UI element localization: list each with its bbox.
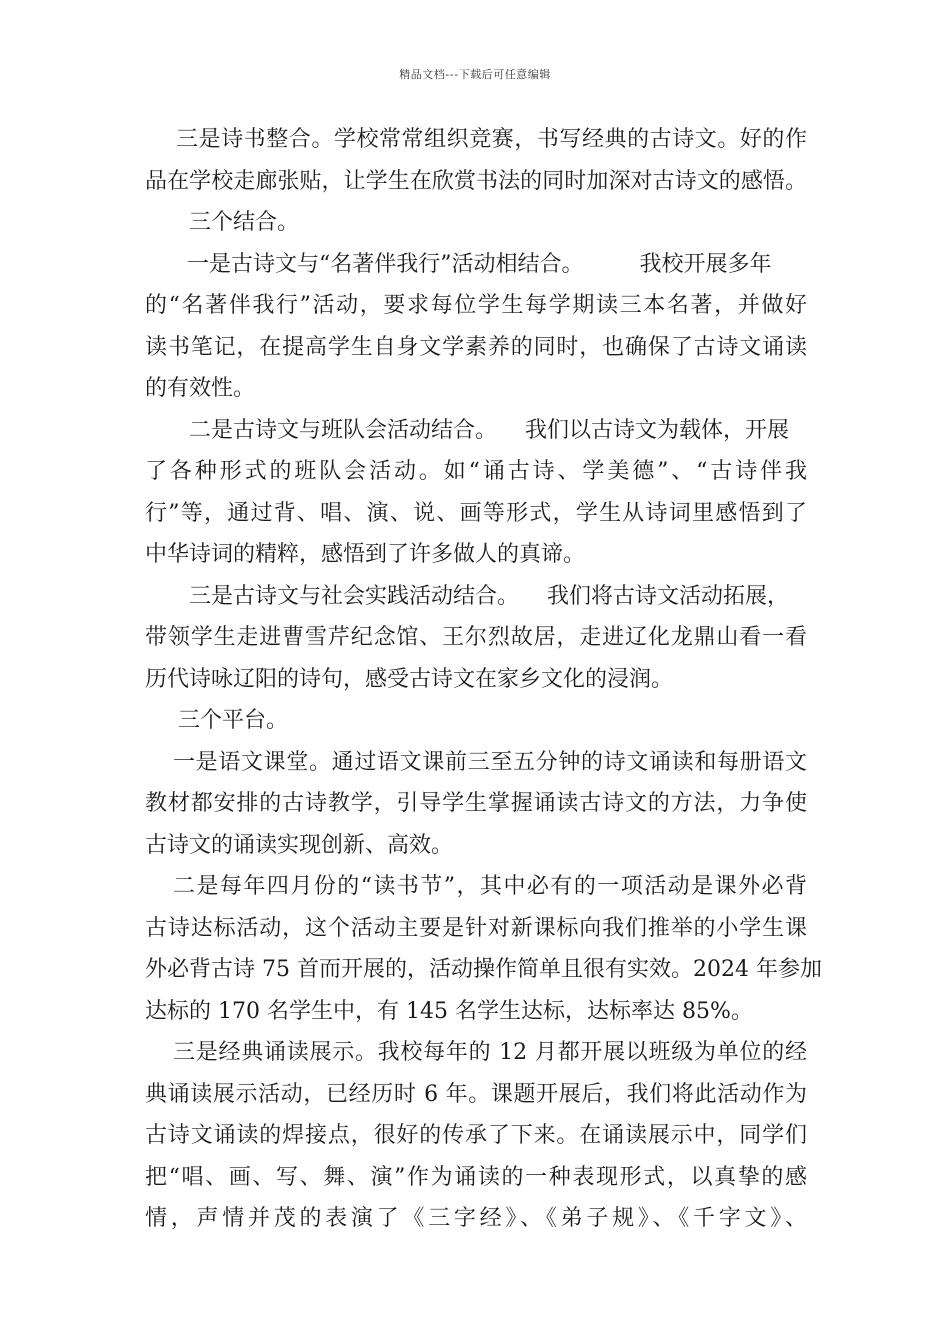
paragraph-line: 典诵读展示活动，已经历时 6 年。课题开展后，我们将此活动作为 [145, 1081, 807, 1107]
paragraph-line: 了各种形式的班队会活动。如“诵古诗、学美德”、“古诗伴我 [145, 459, 807, 484]
paragraph-line: 古诗达标活动，这个活动主要是针对新课标向我们推举的小学生课 [145, 915, 807, 941]
paragraph-line: 的有效性。 [145, 376, 256, 401]
paragraph-line: 读书笔记，在提高学生自身文学素养的同时，也确保了古诗文诵读 [145, 334, 807, 360]
paragraph-line: 行”等，通过背、唱、演、说、画等形式，学生从诗词里感悟到了 [145, 500, 807, 526]
paragraph-text: 我们将古诗文活动拓展， [547, 583, 790, 609]
page-header: 精品文档---下载后可任意编辑 [399, 68, 551, 81]
paragraph-line: 品在学校走廊张贴，让学生在欣赏书法的同时加深对古诗文的感悟。 [145, 168, 807, 194]
subheading-text: 三是古诗文与社会实践活动结合。 [189, 583, 520, 609]
paragraph-line [145, 576, 807, 618]
paragraph-line: 三是诗书整合。学校常常组织竞赛，书写经典的古诗文。好的作 [176, 127, 807, 152]
paragraph-line: 中华诗词的精粹，感悟到了许多做人的真谛。 [145, 542, 586, 567]
paragraph-line: 古诗文诵读的焊接点，很好的传承了下来。在诵读展示中，同学们 [145, 1123, 807, 1148]
paragraph-line [145, 244, 807, 286]
paragraph-line [145, 410, 807, 452]
paragraph-line: 达标的 170 名学生中，有 145 名学生达标，达标率达 85%。 [145, 998, 753, 1024]
paragraph-line: 历代诗咏辽阳的诗句，感受古诗文在家乡文化的浸润。 [145, 666, 674, 692]
paragraph-line: 三是经典诵读展示。我校每年的 12 月都开展以班级为单位的经 [173, 1040, 807, 1065]
subheading-text: 一是古诗文与“名著伴我行”活动相结合。 [187, 251, 584, 277]
paragraph-line: 教材都安排的古诗教学，引导学生掌握诵读古诗文的方法，力争使 [145, 791, 807, 816]
paragraph-line: 情，声情并茂的表演了《三字经》、《弟子规》、《千字文》、 [145, 1206, 807, 1231]
paragraph-line: 古诗文的诵读实现创新、高效。 [145, 832, 454, 858]
paragraph-line: 把“唱、画、写、舞、演”作为诵读的一种表现形式，以真挚的感 [145, 1164, 807, 1190]
paragraph-line: 二是每年四月份的“读书节”，其中必有的一项活动是课外必背 [173, 874, 807, 899]
paragraph-line: 带领学生走进曹雪芹纪念馆、王尔烈故居，走进辽化龙鼎山看一看 [145, 625, 807, 650]
paragraph-line: 的“名著伴我行”活动，要求每位学生每学期读三本名著，并做好 [145, 293, 807, 318]
paragraph-text: 我们以古诗文为载体，开展 [525, 417, 790, 443]
paragraph-text: 我校开展多年 [639, 251, 772, 277]
paragraph-line: 外必背古诗 75 首而开展的，活动操作简单且很有实效。2024 年参加 [145, 957, 822, 982]
section-heading: 三个平台。 [178, 708, 289, 733]
paragraph-line: 一是语文课堂。通过语文课前三至五分钟的诗文诵读和每册语文 [173, 749, 807, 775]
document-body [145, 119, 822, 1240]
section-heading: 三个结合。 [189, 210, 300, 235]
subheading-text: 二是古诗文与班队会活动结合。 [189, 417, 498, 443]
